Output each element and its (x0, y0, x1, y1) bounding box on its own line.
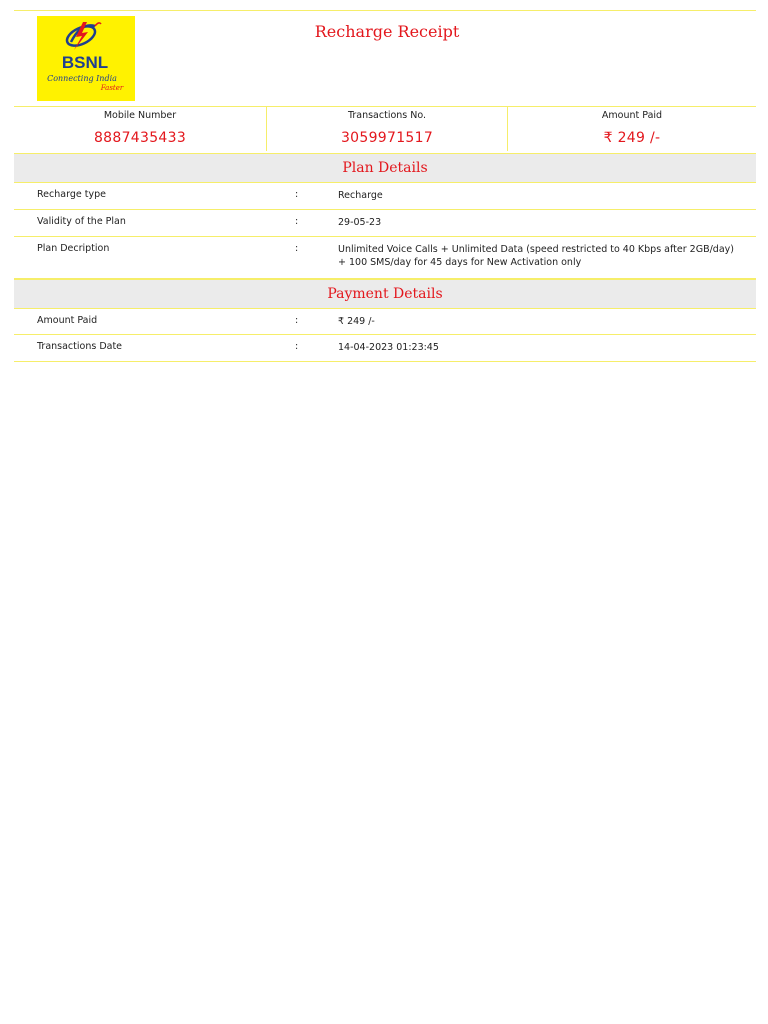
plan-row-value: Recharge (338, 190, 383, 201)
payment-row-value: ₹ 249 /- (338, 316, 375, 327)
payment-row-value: 14-04-2023 01:23:45 (338, 342, 439, 353)
bsnl-logo-icon (37, 16, 135, 101)
plan-details-heading: Plan Details (14, 153, 756, 183)
payment-row-separator: : (295, 341, 299, 352)
plan-row-description (14, 237, 756, 279)
logo-tagline: Connecting India (47, 74, 117, 83)
plan-row-recharge-type (14, 183, 756, 210)
plan-row-separator: : (295, 216, 299, 227)
summary-amount-label: Amount Paid (601, 110, 663, 121)
summary-amount-value: ₹ 249 /- (603, 130, 661, 146)
payment-row-label: Amount Paid (37, 315, 98, 326)
payment-details-heading: Payment Details (14, 279, 756, 309)
summary-strip (14, 107, 756, 151)
logo-tagline-2: Faster (100, 84, 124, 92)
plan-row-label: Recharge type (37, 189, 106, 200)
top-rule (14, 10, 756, 11)
plan-row-validity (14, 210, 756, 237)
summary-transaction (266, 107, 507, 151)
summary-mobile-label: Mobile Number (103, 110, 177, 121)
plan-row-separator: : (295, 243, 299, 254)
summary-transaction-label: Transactions No. (347, 110, 427, 121)
payment-row-date (14, 335, 756, 362)
summary-transaction-value: 3059971517 (340, 130, 434, 146)
payment-row-label: Transactions Date (37, 341, 123, 352)
plan-row-value: Unlimited Voice Calls + Unlimited Data (speed restricted to 40 Kbps after 2GB/day) + 100 SMS/day for 45 days for New Activation only (338, 244, 734, 268)
summary-amount (507, 107, 756, 151)
page-title: Recharge Receipt (314, 22, 460, 41)
summary-mobile-value: 8887435433 (93, 130, 187, 146)
plan-row-separator: : (295, 189, 299, 200)
plan-row-label: Plan Decription (37, 243, 110, 254)
bsnl-logo (37, 16, 135, 101)
payment-row-separator: : (295, 315, 299, 326)
payment-row-amount (14, 309, 756, 335)
summary-mobile (14, 107, 266, 151)
logo-text: BSNL (61, 53, 109, 72)
plan-row-value: 29-05-23 (338, 217, 382, 228)
plan-row-label: Validity of the Plan (37, 216, 126, 227)
